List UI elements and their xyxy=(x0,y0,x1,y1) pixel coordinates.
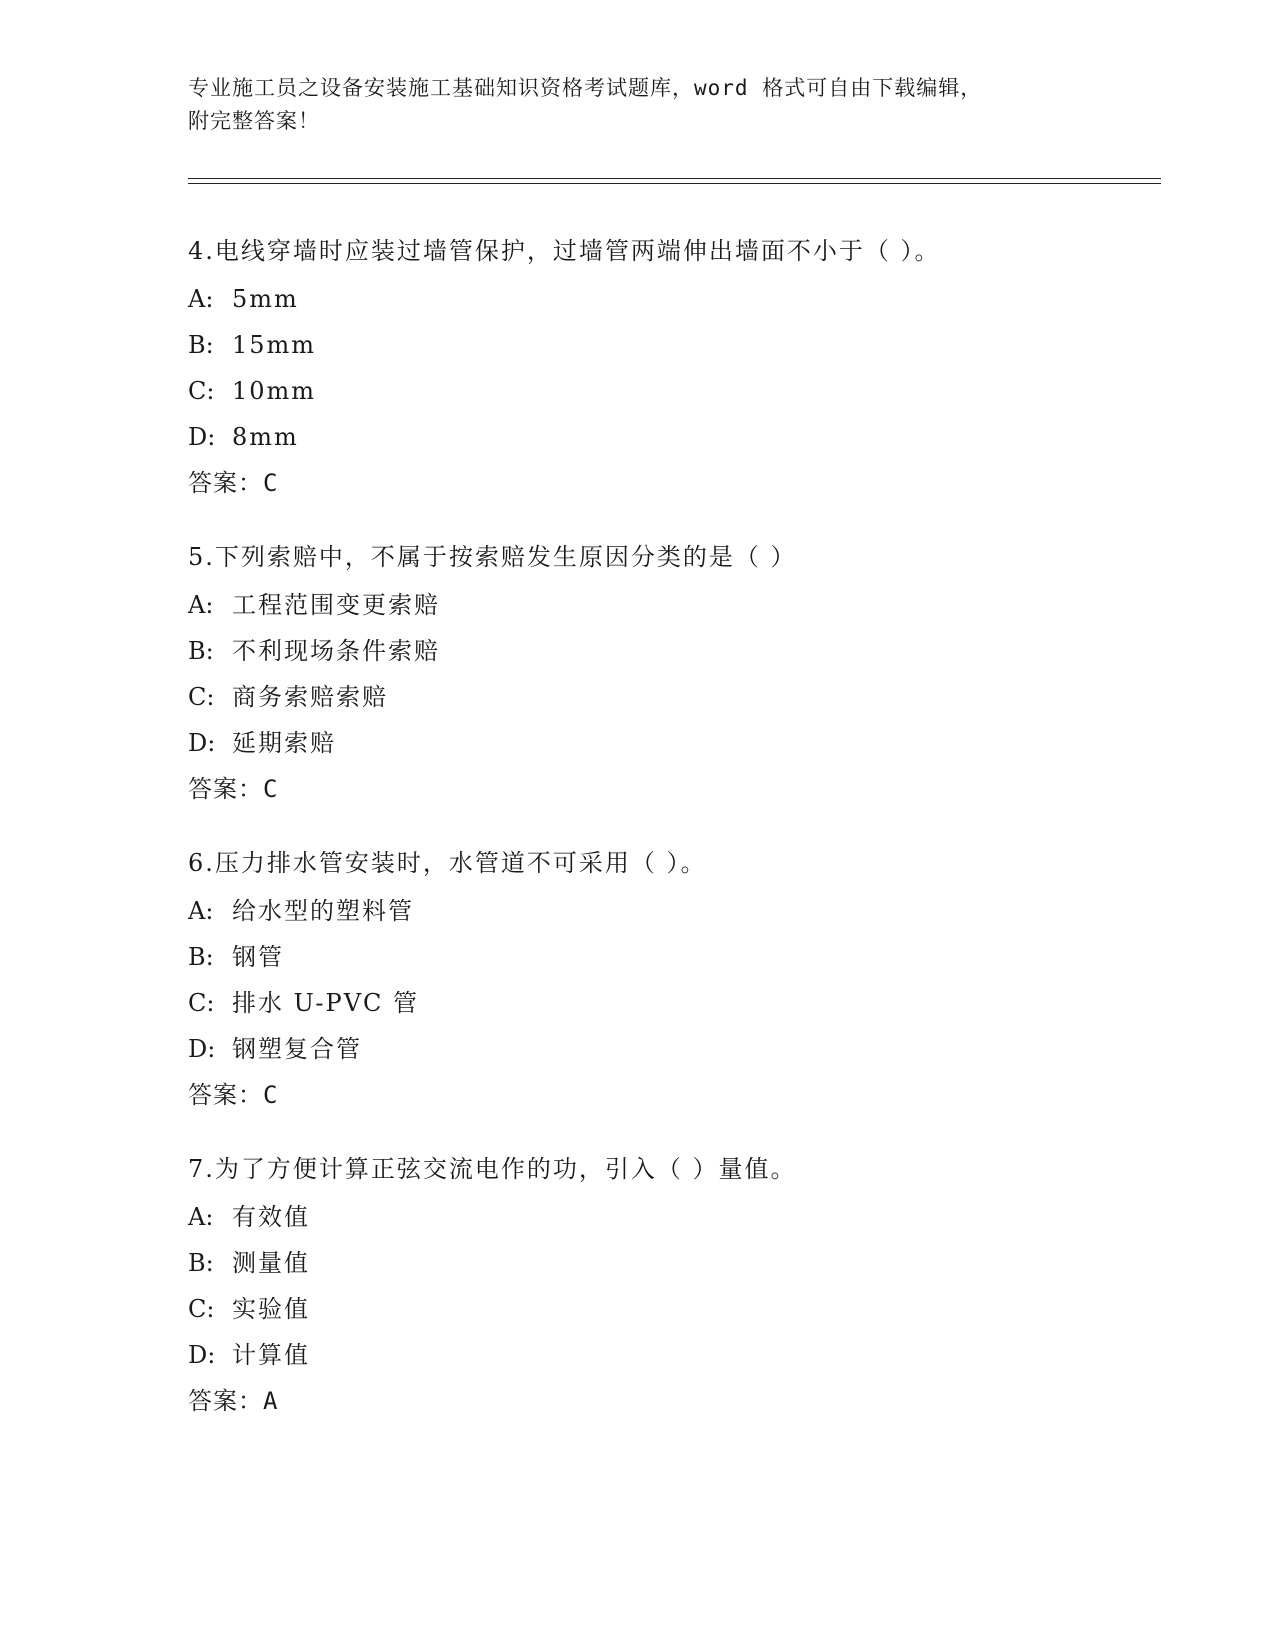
option-text: 8mm xyxy=(232,423,299,451)
option-label: D: xyxy=(188,1341,216,1369)
header-divider-bottom xyxy=(188,183,1161,184)
answer: 答案：A xyxy=(188,1387,279,1415)
option-label: A: xyxy=(188,591,214,619)
option-d xyxy=(188,1340,1148,1370)
option-text: 延期索赔 xyxy=(232,729,336,757)
option-label: A: xyxy=(188,897,214,925)
question-list xyxy=(188,236,1148,1460)
option-b xyxy=(188,942,1148,972)
answer: 答案：C xyxy=(188,1081,279,1109)
question-stem: 5.下列索赔中，不属于按索赔发生原因分类的是（ ） xyxy=(188,543,797,571)
option-a xyxy=(188,284,1148,314)
option-text: 钢塑复合管 xyxy=(232,1035,362,1063)
option-b xyxy=(188,636,1148,666)
option-label: B: xyxy=(188,637,214,665)
option-d xyxy=(188,1034,1148,1064)
document-header xyxy=(188,72,1088,138)
option-text: 5mm xyxy=(232,285,299,313)
option-label: C: xyxy=(188,1295,215,1323)
option-label: A: xyxy=(188,1203,214,1231)
answer: 答案：C xyxy=(188,775,279,803)
option-label: C: xyxy=(188,377,215,405)
answer: 答案：C xyxy=(188,469,279,497)
option-text: 测量值 xyxy=(232,1249,310,1277)
question-stem: 7.为了方便计算正弦交流电作的功，引入（ ）量值。 xyxy=(188,1155,797,1183)
option-label: C: xyxy=(188,989,215,1017)
question-5 xyxy=(188,542,1148,804)
option-b xyxy=(188,1248,1148,1278)
option-c xyxy=(188,376,1148,406)
question-6 xyxy=(188,848,1148,1110)
option-text: 工程范围变更索赔 xyxy=(232,591,440,619)
option-text: 10mm xyxy=(232,377,317,405)
option-text: 不利现场条件索赔 xyxy=(232,637,440,665)
question-stem: 6.压力排水管安装时，水管道不可采用（ ）。 xyxy=(188,849,707,877)
header-divider-top xyxy=(188,178,1161,179)
option-label: D: xyxy=(188,1035,216,1063)
option-a xyxy=(188,590,1148,620)
option-text: 15mm xyxy=(232,331,317,359)
option-text: 给水型的塑料管 xyxy=(232,897,414,925)
question-7 xyxy=(188,1154,1148,1416)
option-text: 钢管 xyxy=(232,943,284,971)
option-label: C: xyxy=(188,683,215,711)
option-a xyxy=(188,896,1148,926)
option-d xyxy=(188,728,1148,758)
option-text: 实验值 xyxy=(232,1295,310,1323)
header-line-2: 附完整答案！ xyxy=(188,109,320,133)
option-label: B: xyxy=(188,1249,214,1277)
option-a xyxy=(188,1202,1148,1232)
option-label: D: xyxy=(188,729,216,757)
question-stem: 4.电线穿墙时应装过墙管保护，过墙管两端伸出墙面不小于（ ）。 xyxy=(188,237,941,265)
option-text: 有效值 xyxy=(232,1203,310,1231)
option-text: 排水 U-PVC 管 xyxy=(232,989,420,1017)
option-label: B: xyxy=(188,331,214,359)
option-b xyxy=(188,330,1148,360)
option-c xyxy=(188,1294,1148,1324)
option-text: 商务索赔索赔 xyxy=(232,683,388,711)
option-label: A: xyxy=(188,285,214,313)
header-line-1: 专业施工员之设备安装施工基础知识资格考试题库，word 格式可自由下载编辑， xyxy=(188,76,983,100)
option-label: D: xyxy=(188,423,216,451)
option-label: B: xyxy=(188,943,214,971)
option-c xyxy=(188,682,1148,712)
option-d xyxy=(188,422,1148,452)
question-4 xyxy=(188,236,1148,498)
option-c xyxy=(188,988,1148,1018)
option-text: 计算值 xyxy=(232,1341,310,1369)
